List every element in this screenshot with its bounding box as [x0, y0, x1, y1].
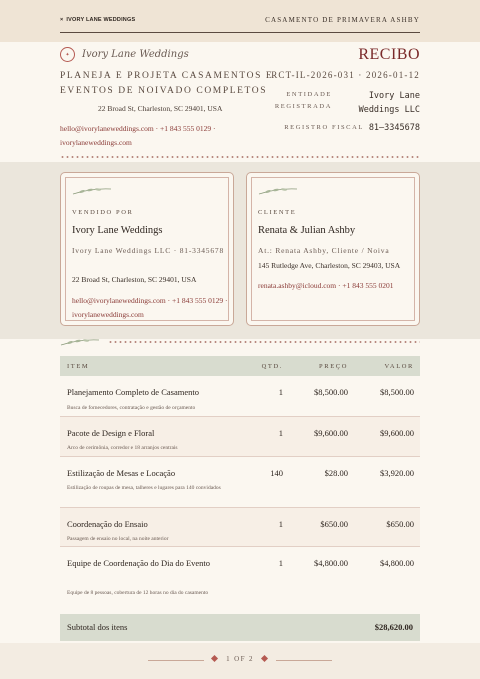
- row-qty: 1: [278, 387, 283, 397]
- table-row: [60, 547, 420, 614]
- client-card: [246, 172, 420, 326]
- row-qty: 1: [278, 428, 283, 438]
- logo: [60, 47, 189, 62]
- row-qty: 140: [270, 468, 283, 478]
- row-description: Equipe de 8 pessoas, cobertura de 12 horas no dia do casamento: [67, 590, 209, 596]
- row-price: $9,600.00: [314, 428, 348, 438]
- document-label: CASAMENTO DE PRIMAVERA ASHBY: [265, 16, 420, 24]
- entity-label: ENTIDADE REGISTRADA: [274, 91, 332, 110]
- row-description: Estilização de roupas de mesa, talheres e lugares para 140 convidados: [67, 485, 221, 491]
- company-contact[interactable]: hello@ivorylaneweddings.com · +1 843 555 0129 · ivorylaneweddings.com: [60, 124, 216, 147]
- table-row: [60, 457, 420, 508]
- brand-small-text: IVORY LANE WEDDINGS: [66, 17, 136, 23]
- table-header: [60, 356, 420, 376]
- row-price: $28.00: [324, 468, 348, 478]
- tax-value: 81–3345678: [368, 123, 420, 133]
- seller-card: [60, 172, 234, 326]
- client-label: CLIENTE: [258, 209, 297, 216]
- client-card-frame: [251, 177, 415, 321]
- seller-label: VENDIDO POR: [72, 209, 134, 216]
- client-attention: At.: Renata Ashby, Cliente / Noiva: [258, 246, 390, 255]
- subtotal-label: Subtotal dos itens: [67, 622, 128, 632]
- row-value: $8,500.00: [380, 387, 414, 397]
- client-contact[interactable]: renata.ashby@icloud.com · +1 843 555 0201: [258, 281, 394, 290]
- row-price: $4,800.00: [314, 558, 348, 568]
- receipt-header: [0, 42, 480, 162]
- seller-contact[interactable]: hello@ivorylaneweddings.com · +1 843 555 0129 · ivorylaneweddings.com: [72, 296, 228, 319]
- row-description: Arco de cerimônia, corredor e 18 arranjos centrais: [67, 445, 178, 451]
- row-price: $8,500.00: [314, 387, 348, 397]
- top-rule: [60, 32, 420, 33]
- row-title: Equipe de Coordenação do Dia do Evento: [67, 558, 211, 568]
- logo-mark-icon: ✦: [60, 47, 75, 62]
- sprig-icon: [60, 337, 100, 347]
- seller-name: Ivory Lane Weddings: [72, 225, 163, 236]
- table-row: [60, 508, 420, 547]
- line-items-table: [60, 356, 420, 641]
- brand-small: [60, 17, 135, 23]
- row-description: Passagem de ensaio no local, na noite anterior: [67, 536, 169, 542]
- row-price: $650.00: [320, 519, 348, 529]
- row-value: $3,920.00: [380, 468, 414, 478]
- dotted-divider: [60, 156, 420, 158]
- header-item: ITEM: [67, 362, 90, 370]
- header-qty: QTD.: [261, 362, 283, 370]
- footer-rule-right: [276, 660, 332, 661]
- entity-value: Ivory Lane Weddings LLC: [358, 91, 420, 115]
- seller-legal: Ivory Lane Weddings LLC · 81-3345678: [72, 246, 224, 255]
- row-title: Pacote de Design e Floral: [67, 428, 155, 438]
- row-value: $4,800.00: [380, 558, 414, 568]
- row-title: Planejamento Completo de Casamento: [67, 387, 199, 397]
- company-tagline: PLANEJA E PROJETA CASAMENTOS E EVENTOS DE NOIVADO COMPLETOS: [60, 71, 274, 96]
- close-icon: ×: [60, 17, 64, 23]
- table-row: [60, 376, 420, 417]
- client-name: Renata & Julian Ashby: [258, 225, 356, 236]
- row-qty: 1: [278, 519, 283, 529]
- sprig-icon: [258, 186, 298, 196]
- row-value: $650.00: [386, 519, 414, 529]
- client-address: 145 Rutledge Ave, Charleston, SC 29403, USA: [258, 261, 401, 270]
- tax-label: REGISTRO FISCAL: [284, 124, 364, 131]
- seller-card-frame: [65, 177, 229, 321]
- seller-address: 22 Broad St, Charleston, SC 29401, USA: [72, 275, 197, 284]
- header-price: PREÇO: [319, 362, 348, 370]
- subtotal-value: $28,620.00: [374, 622, 413, 632]
- receipt-number: RCT-IL-2026-031 · 2026-01-12: [271, 70, 420, 80]
- company-address: 22 Broad St, Charleston, SC 29401, USA: [98, 104, 223, 113]
- header-value: VALOR: [384, 362, 414, 370]
- receipt-title: RECIBO: [358, 46, 420, 63]
- logo-text: Ivory Lane Weddings: [82, 49, 189, 60]
- table-row: [60, 417, 420, 457]
- row-value: $9,600.00: [380, 428, 414, 438]
- sprig-icon: [72, 186, 112, 196]
- page-footer: [0, 643, 480, 679]
- row-title: Coordenação do Ensaio: [67, 519, 148, 529]
- row-title: Estilização de Mesas e Locação: [67, 468, 176, 478]
- top-bar: [0, 0, 480, 42]
- row-qty: 1: [278, 558, 283, 568]
- row-description: Busca de fornecedores, contratação e gestão de orçamento: [67, 405, 196, 411]
- subtotal-row: [60, 614, 420, 641]
- dotted-divider: [108, 341, 420, 343]
- page-number: 1 OF 2: [226, 655, 254, 663]
